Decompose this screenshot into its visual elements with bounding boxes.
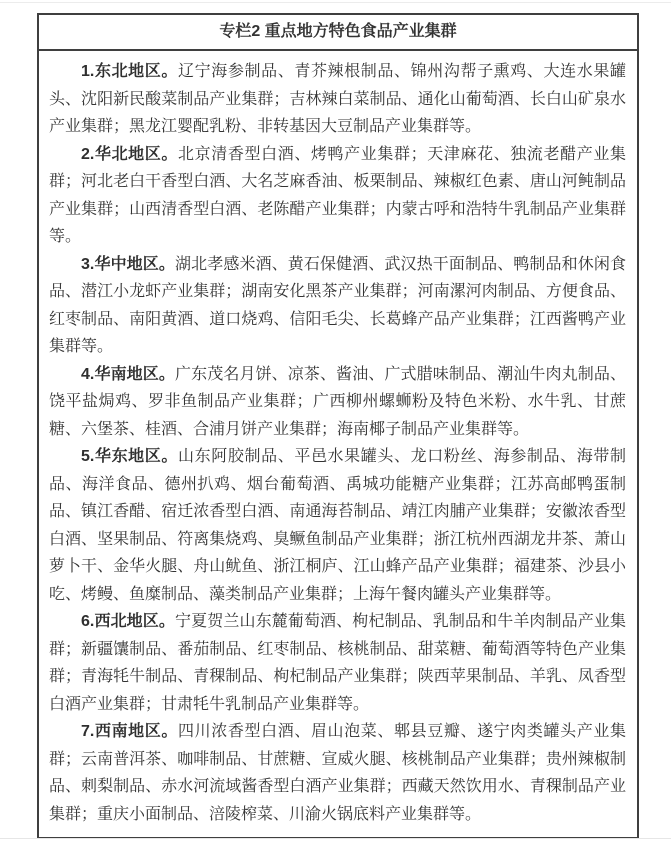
page-bottom-edge-divider (0, 838, 671, 839)
region-paragraph (49, 251, 626, 361)
region-paragraph (49, 718, 626, 828)
region-text: 山东阿胶制品、平邑水果罐头、龙口粉丝、海参制品、海带制品、海洋食品、德州扒鸡、烟台葡萄酒、禹城功能糖产业集群；江苏高邮鸭蛋制品、镇江香醋、宿迁浓香型白酒、南通海苔制品、靖江肉脯产业集群；安徽浓香型白酒、坚果制品、符离集烧鸡、臭鳜鱼制品产业集群；浙江杭州西湖龙井茶、萧山萝卜干、金华火腿、舟山鱿鱼、浙江桐庐、江山蜂产品产业集群；福建茶、沙县小吃、烤鳗、鱼糜制品、藻类制品产业集群；上海午餐肉罐头产业集群等。 (49, 448, 626, 603)
feature-column-box (37, 13, 639, 839)
region-label: 5.华东地区。 (81, 448, 179, 465)
region-paragraph (49, 443, 626, 608)
region-paragraph (49, 361, 626, 444)
region-text: 辽宁海参制品、青芥辣根制品、锦州沟帮子熏鸡、大连水果罐头、沈阳新民酸菜制品产业集群；吉林辣白菜制品、通化山葡萄酒、长白山矿泉水产业集群；黑龙江婴配乳粉、非转基因大豆制品产业集群等。 (49, 63, 626, 135)
region-label: 3.华中地区。 (81, 255, 176, 273)
region-label: 4.华南地区。 (81, 365, 176, 383)
region-text: 北京清香型白酒、烤鸭产业集群；天津麻花、独流老醋产业集群；河北老白干香型白酒、大名芝麻香油、板栗制品、辣椒红色素、唐山河鲀制品产业集群；山西清香型白酒、老陈醋产业集群；内蒙古呼和浩特牛乳制品产业集群等。 (49, 145, 626, 245)
column-body (39, 51, 637, 837)
region-text: 四川浓香型白酒、眉山泡菜、郫县豆瓣、遂宁肉类罐头产业集群；云南普洱茶、咖啡制品、甘蔗糖、宣威火腿、核桃制品产业集群；贵州辣椒制品、刺梨制品、赤水河流域酱香型白酒产业集群；西藏天然饮用水、青稞制品产业集群；重庆小面制品、涪陵榨菜、川渝火锅底料产业集群等。 (49, 723, 626, 823)
region-label: 1.东北地区。 (81, 63, 179, 80)
region-label: 2.华北地区。 (81, 145, 179, 163)
region-label: 6.西北地区。 (81, 613, 176, 630)
page-top-edge-divider (0, 2, 671, 3)
region-paragraph (49, 608, 626, 718)
region-label: 7.西南地区。 (81, 723, 179, 740)
region-text: 广东茂名月饼、凉茶、酱油、广式腊味制品、潮汕牛肉丸制品、饶平盐焗鸡、罗非鱼制品产业集群；广西柳州螺蛳粉及特色米粉、水牛乳、甘蔗糖、六堡茶、桂酒、合浦月饼产业集群；海南椰子制品产业集群等。 (49, 365, 626, 438)
column-title: 专栏2 重点地方特色食品产业集群 (39, 15, 637, 51)
region-paragraph (49, 58, 626, 141)
region-text: 湖北孝感米酒、黄石保健酒、武汉热干面制品、鸭制品和休闲食品、潜江小龙虾产业集群；湖南安化黑茶产业集群；河南漯河肉制品、方便食品、红枣制品、南阳黄酒、道口烧鸡、信阳毛尖、长葛蜂产品产业集群；江西酱鸭产业集群等。 (49, 255, 626, 355)
region-text: 宁夏贺兰山东麓葡萄酒、枸杞制品、乳制品和牛羊肉制品产业集群；新疆馕制品、番茄制品、红枣制品、核桃制品、甜菜糖、葡萄酒等特色产业集群；青海牦牛制品、青稞制品、枸杞制品产业集群；陕西苹果制品、羊乳、凤香型白酒产业集群；甘肃牦牛乳制品产业集群等。 (49, 613, 626, 713)
region-paragraph (49, 141, 626, 251)
